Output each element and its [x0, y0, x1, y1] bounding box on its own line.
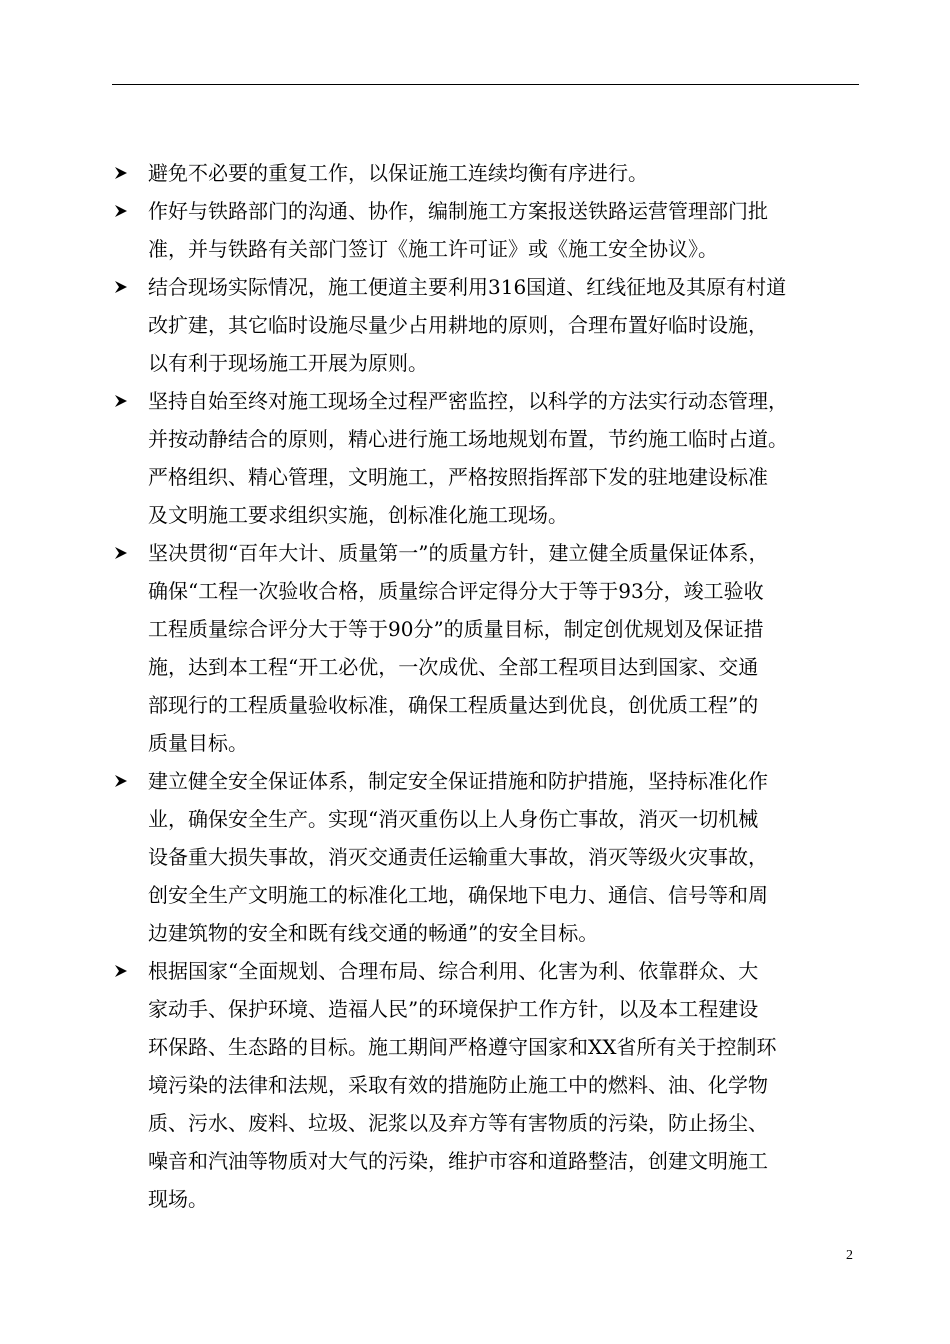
bullet-text-line: 根据国家“全面规划、合理布局、综合利用、化害为利、依靠群众、大: [148, 959, 759, 983]
bullet-text-line: 现场。: [148, 1187, 208, 1211]
bullet-text-line: 质、污水、废料、垃圾、泥浆以及弃方等有害物质的污染，防止扬尘、: [148, 1111, 768, 1135]
bullet-text-line: 坚决贯彻“百年大计、质量第一”的质量方针，建立健全质量保证体系，: [148, 541, 769, 565]
bullet-text-line: 作好与铁路部门的沟通、协作，编制施工方案报送铁路运营管理部门批: [148, 199, 768, 223]
bullet-text-line: 设备重大损失事故，消灭交通责任运输重大事故，消灭等级火灾事故，: [148, 845, 768, 869]
bullet-text-line: 业，确保安全生产。实现“消灭重伤以上人身伤亡事故，消灭一切机械: [148, 807, 759, 831]
bullet-text-line: 创安全生产文明施工的标准化工地，确保地下电力、通信、信号等和周: [148, 883, 768, 907]
bullet-item: [112, 952, 872, 1218]
bullet-text-line: 严格组织、精心管理，文明施工，严格按照指挥部下发的驻地建设标准: [148, 465, 768, 489]
arrowhead-bullet-icon: [114, 534, 134, 572]
bullet-text-line: 准，并与铁路有关部门签订《施工许可证》或《施工安全协议》。: [148, 237, 718, 261]
bullet-text-line: 境污染的法律和法规，采取有效的措施防止施工中的燃料、油、化学物: [148, 1073, 768, 1097]
arrowhead-bullet-icon: [114, 382, 134, 420]
bullet-text-line: 及文明施工要求组织实施，创标准化施工现场。: [148, 503, 568, 527]
bullet-text-line: 建立健全安全保证体系，制定安全保证措施和防护措施，坚持标准化作: [148, 769, 768, 793]
bullet-text-line: 环保路、生态路的目标。施工期间严格遵守国家和XX省所有关于控制环: [148, 1035, 777, 1059]
bullet-item: [112, 154, 872, 192]
bullet-text-line: 边建筑物的安全和既有线交通的畅通”的安全目标。: [148, 921, 599, 945]
arrowhead-bullet-icon: [114, 154, 134, 192]
bullet-text-line: 工程质量综合评分大于等于90分”的质量目标，制定创优规划及保证措: [148, 617, 764, 641]
bullet-text-line: 噪音和汽油等物质对大气的污染，维护市容和道路整洁，创建文明施工: [148, 1149, 768, 1173]
bullet-text-line: 并按动静结合的原则，精心进行施工场地规划布置，节约施工临时占道。: [148, 427, 788, 451]
bullet-item: [112, 192, 872, 268]
bullet-text-line: 改扩建，其它临时设施尽量少占用耕地的原则，合理布置好临时设施，: [148, 313, 768, 337]
bullet-text-line: 家动手、保护环境、造福人民”的环境保护工作方针，以及本工程建设: [148, 997, 759, 1021]
page-number: 2: [846, 1248, 853, 1263]
arrowhead-bullet-icon: [114, 192, 134, 230]
bullet-item: [112, 534, 872, 762]
arrowhead-bullet-icon: [114, 952, 134, 990]
arrowhead-bullet-icon: [114, 762, 134, 800]
bullet-text-line: 结合现场实际情况，施工便道主要利用316国道、红线征地及其原有村道: [148, 275, 787, 299]
bullet-text-line: 避免不必要的重复工作，以保证施工连续均衡有序进行。: [148, 161, 648, 185]
bullet-text-line: 以有利于现场施工开展为原则。: [148, 351, 428, 375]
bullet-item: [112, 382, 872, 534]
bullet-text-line: 部现行的工程质量验收标准，确保工程质量达到优良，创优质工程”的: [148, 693, 759, 717]
arrowhead-bullet-icon: [114, 268, 134, 306]
bullet-item: [112, 762, 872, 952]
bullet-text-line: 坚持自始至终对施工现场全过程严密监控，以科学的方法实行动态管理，: [148, 389, 788, 413]
bullet-text-line: 确保“工程一次验收合格，质量综合评定得分大于等于93分，竣工验收: [148, 579, 764, 603]
header-rule: [112, 84, 859, 85]
document-body: [112, 154, 872, 1218]
bullet-text-line: 质量目标。: [148, 731, 248, 755]
bullet-text-line: 施，达到本工程“开工必优，一次成优、全部工程项目达到国家、交通: [148, 655, 759, 679]
bullet-item: [112, 268, 872, 382]
